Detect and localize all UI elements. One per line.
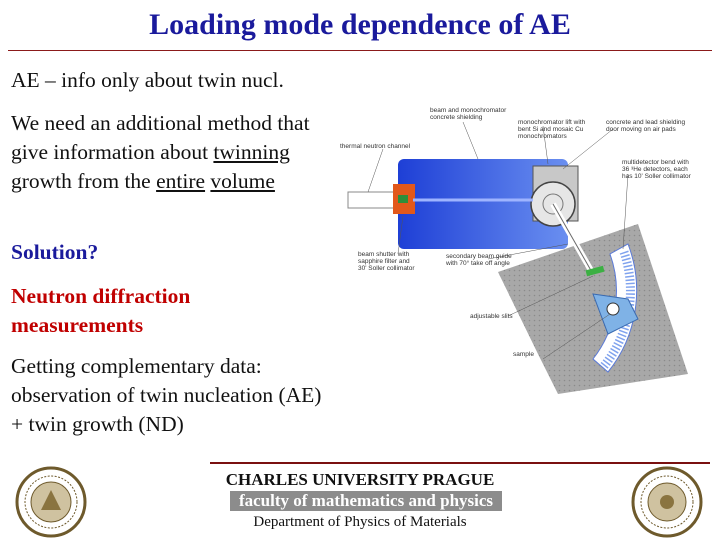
department-name: Department of Physics of Materials (253, 514, 467, 530)
concrete-shielding-block (498, 224, 688, 394)
label-bent-si: bent Si and mosaic Cu (518, 126, 584, 133)
label-adjustable-slits: adjustable slits (470, 313, 513, 320)
charles-university-seal-icon (12, 466, 90, 538)
paragraph-additional-method (11, 109, 329, 196)
label-monochromators: monochromators (518, 133, 567, 140)
complementary-data-text: Getting complementary data: observation of twin nucleation (AE) + twin growth (ND) (11, 354, 322, 436)
title-divider (8, 50, 712, 51)
label-take-off: with 70° take off angle (446, 260, 510, 267)
label-beam-monochromator: beam and monochromator (430, 107, 507, 114)
label-thermal-channel: thermal neutron channel (340, 143, 411, 150)
para2-mid: growth from the (11, 169, 157, 193)
label-door-air-pads: door moving on air pads (606, 126, 676, 133)
solution-heading: Solution? (11, 240, 99, 264)
line-ae-info-text: AE – info only about twin nucl. (11, 68, 284, 92)
label-sample: sample (513, 351, 534, 358)
slide-title: Loading mode dependence of AE (149, 8, 571, 41)
line-ae-info (11, 66, 331, 95)
label-beam-shutter: beam shutter with (358, 251, 410, 258)
label-multidetector: multidetector bend with (622, 159, 689, 166)
footer-divider (210, 462, 710, 464)
university-name: CHARLES UNIVERSITY PRAGUE (225, 470, 495, 489)
diffractometer-svg (338, 104, 702, 400)
label-monochromator-lift: monochromator lift with (518, 119, 586, 126)
neutron-diffraction-text: Neutron diffraction measurements (11, 284, 191, 337)
label-soller: has 10' Soller collimator (622, 173, 691, 180)
para2-volume: volume (210, 169, 275, 193)
faculty-seal-icon (622, 466, 712, 538)
faculty-name-bar: faculty of mathematics and physics (230, 491, 502, 511)
label-he-detectors: 36 ³He detectors, each (622, 166, 688, 173)
sapphire-filter (398, 195, 408, 203)
para2-prefix: We need an additional method that give information about (11, 111, 310, 164)
para2-twinning: twinning (213, 140, 290, 164)
sample (607, 303, 619, 315)
diffractometer-diagram (338, 104, 702, 400)
label-concrete-lead: concrete and lead shielding (606, 119, 686, 126)
label-concrete-shielding: concrete shielding (430, 114, 483, 121)
label-sapphire: sapphire filter and (358, 258, 410, 265)
para2-entire: entire (156, 169, 206, 193)
label-secondary-guide: secondary beam guide (446, 253, 512, 260)
label-soller30: 30' Soller collimator (358, 265, 415, 272)
